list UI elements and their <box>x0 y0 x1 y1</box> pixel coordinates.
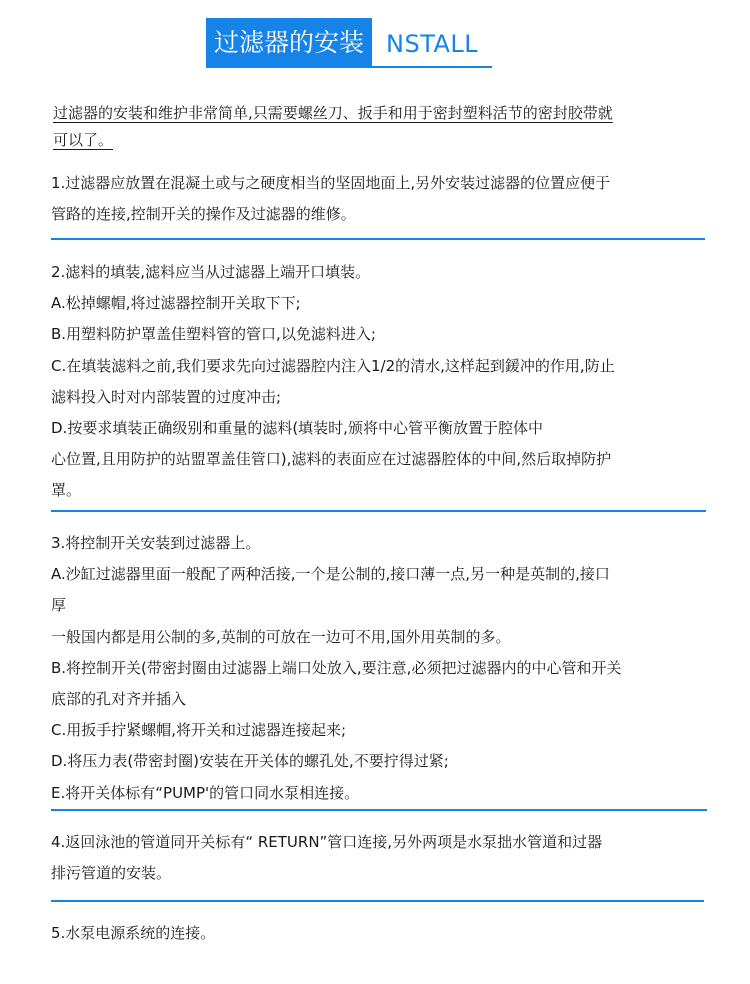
page-title: 过滤器的安装 <box>206 18 372 68</box>
step-2-section <box>51 257 731 507</box>
step-3-line: 一般国内都是用公制的多,英制的可放在一边可不用,国外用英制的多。 <box>51 627 511 646</box>
step-2-line: B.用塑料防护罩盖佳塑料管的管口,以免滤料进入; <box>51 325 376 344</box>
step-3-section <box>51 528 731 809</box>
step-5-line: 5.水泵电源系统的连接。 <box>51 924 216 942</box>
step-2-line: 滤料投入时对内部装置的过度冲击; <box>51 387 282 406</box>
step-5-section <box>51 918 731 949</box>
step-2-line: A.松掉螺帽,将过滤器控制开关取下下; <box>51 294 301 313</box>
section-divider <box>51 900 704 902</box>
step-3-line: A.沙缸过滤器里面一般配了两种活接,一个是公制的,接口薄一点,另一种是英制的,接口 <box>51 565 610 584</box>
page-header <box>206 18 492 68</box>
step-4-line: 排污管道的安装。 <box>51 864 172 883</box>
step-3-line: 厚 <box>51 596 67 615</box>
intro-line-1: 过滤器的安装和维护非常简单,只需要螺丝刀、扳手和用于密封塑料活节的密封胶带就 <box>53 104 613 122</box>
step-3-line: E.将开关体标有“PUMP'的管口同水泵相连接。 <box>51 783 360 802</box>
section-divider <box>51 510 706 512</box>
step-1-section <box>51 168 731 230</box>
step-3-line: 底部的孔对齐并插入 <box>51 690 187 709</box>
step-2-line: D.按要求填装正确级别和重量的滤料(填装时,颁将中心管平衡放置于腔体中 <box>51 419 543 438</box>
section-divider <box>51 238 705 240</box>
section-divider <box>51 809 707 811</box>
step-1-line: 管路的连接,控制开关的操作及过滤器的维修。 <box>51 205 356 224</box>
step-3-line: 3.将控制开关安装到过滤器上。 <box>51 534 261 552</box>
step-2-line: 罩。 <box>51 481 82 500</box>
step-2-line: 心位置,且用防护的站盟罩盖佳管口),滤料的表面应在过滤器腔体的中间,然后取掉防护 <box>51 450 612 469</box>
intro-line-2: 可以了。 <box>53 131 114 149</box>
step-2-line: C.在填装滤料之前,我们要求先向过滤器腔内注入1/2的清水,这样起到鍰冲的作用,防止 <box>51 356 615 375</box>
step-4-line: 4.返回泳池的管道同开关标有“ RETURN”管口连接,另外两项是水泵拙水管道和过器 <box>51 833 603 851</box>
step-2-line: 2.滤料的填装,滤料应当从过滤器上端开口填装。 <box>51 263 371 281</box>
step-3-line: D.将压力表(带密封圈)安装在开关体的螺孔处,不要拧得过紧; <box>51 752 449 771</box>
step-3-line: C.用扳手拧紧螺帽,将开关和过滤器连接起来; <box>51 721 347 740</box>
step-3-line: B.将控制开关(带密封圈由过滤器上端口处放入,要注意,必须把过滤器内的中心管和开关 <box>51 658 622 677</box>
step-4-section <box>51 827 731 889</box>
step-1-line: 1.过滤器应放置在混凝土或与之硬度相当的坚固地面上,另外安装过滤器的位置应便于 <box>51 174 611 192</box>
page-title-english: NSTALL <box>372 18 492 68</box>
intro-paragraph <box>53 100 723 154</box>
